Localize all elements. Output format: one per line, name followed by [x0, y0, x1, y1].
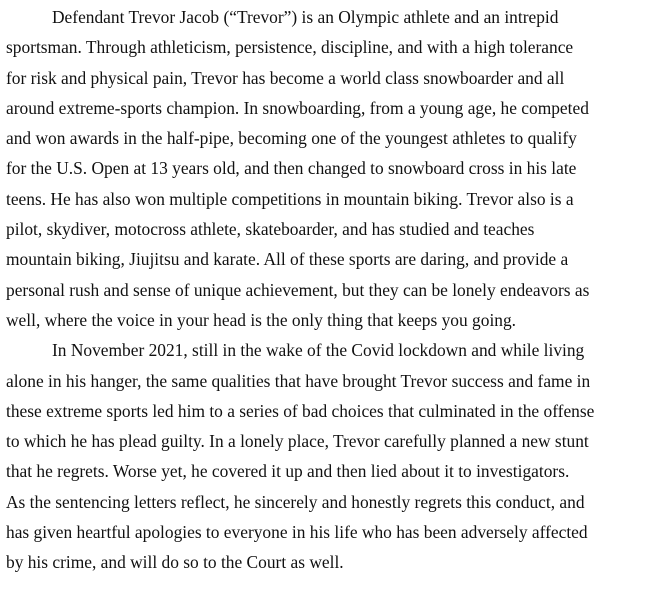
text-line: pilot, skydiver, motocross athlete, skateboarder, and has studied and teaches	[6, 219, 535, 240]
paragraph-offense-narrative	[6, 335, 640, 577]
text-line: teens. He has also won multiple competitions in mountain biking. Trevor also is a	[6, 188, 574, 209]
text-line: sportsman. Through athleticism, persistence, discipline, and with a high tolerance	[6, 37, 574, 58]
text-line: well, where the voice in your head is the only thing that keeps you going.	[6, 309, 517, 330]
text-line: mountain biking, Jiujitsu and karate. All of these sports are daring, and provide a	[6, 249, 569, 270]
text-line: for risk and physical pain, Trevor has become a world class snowboarder and all	[6, 67, 565, 88]
text-line: alone in his hanger, the same qualities that have brought Trevor success and fame in	[6, 370, 591, 391]
text-line: As the sentencing letters reflect, he sincerely and honestly regrets this conduct, and	[6, 491, 585, 512]
text-line: and won awards in the half-pipe, becoming one of the youngest athletes to qualify	[6, 128, 577, 149]
text-line: by his crime, and will do so to the Court as well.	[6, 552, 344, 573]
text-line: Defendant Trevor Jacob (“Trevor”) is an Olympic athlete and an intrepid	[52, 7, 559, 27]
text-line: these extreme sports led him to a series of bad choices that culminated in the offense	[6, 400, 595, 421]
text-line: to which he has plead guilty. In a lonely place, Trevor carefully planned a new stunt	[6, 431, 589, 452]
text-line: that he regrets. Worse yet, he covered it up and then lied about it to investigators.	[6, 461, 570, 482]
text-line: In November 2021, still in the wake of the Covid lockdown and while living	[52, 340, 585, 361]
text-line: has given heartful apologies to everyone in his life who has been adversely affected	[6, 522, 588, 543]
text-line: personal rush and sense of unique achievement, but they can be lonely endeavors as	[6, 279, 590, 300]
paragraph-athlete-background	[6, 2, 640, 335]
text-line: around extreme-sports champion. In snowboarding, from a young age, he competed	[6, 97, 589, 118]
text-line: for the U.S. Open at 13 years old, and then changed to snowboard cross in his late	[6, 158, 577, 179]
